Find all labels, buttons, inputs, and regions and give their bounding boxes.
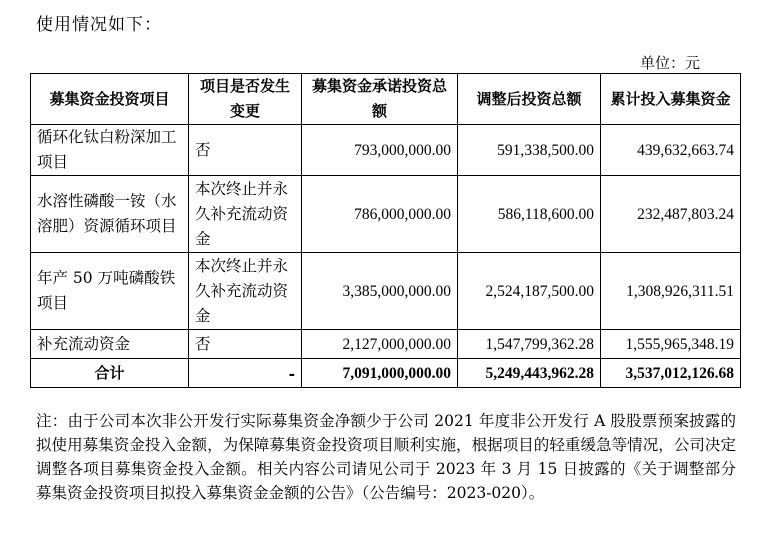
cell-changed: 本次终止并永久补充流动资金 <box>189 176 302 253</box>
total-committed: 7,091,000,000.00 <box>302 359 458 388</box>
header-changed: 项目是否发生变更 <box>189 74 302 125</box>
cell-adjusted: 591,338,500.00 <box>458 125 601 176</box>
cell-changed: 否 <box>189 125 302 176</box>
header-project: 募集资金投资项目 <box>31 74 189 125</box>
table-row <box>31 176 741 253</box>
intro-text: 使用情况如下： <box>36 15 162 35</box>
table-row <box>31 253 741 330</box>
header-committed: 募集资金承诺投资总额 <box>302 74 458 125</box>
fund-usage-table <box>30 73 741 388</box>
cell-changed: 否 <box>189 330 302 359</box>
cell-changed: 本次终止并永久补充流动资金 <box>189 253 302 330</box>
cell-project: 循环化钛白粉深加工项目 <box>31 125 189 176</box>
total-changed: - <box>189 359 302 388</box>
cell-project: 补充流动资金 <box>31 330 189 359</box>
header-cumulative: 累计投入募集资金 <box>601 74 741 125</box>
total-cumulative: 3,537,012,126.68 <box>601 359 741 388</box>
cell-adjusted: 1,547,799,362.28 <box>458 330 601 359</box>
total-label: 合计 <box>31 359 189 388</box>
header-adjusted: 调整后投资总额 <box>458 74 601 125</box>
footnote: 注：由于公司本次非公开发行实际募集资金净额少于公司 2021 年度非公开发行 A 股股票预案披露的拟使用募集资金投入金额，为保障募集资金投资项目顺利实施，根据项目的轻重缓急等情况，公司决定调整各项目募集资金投入金额。相关内容公司请见公司于 2023 年 3 月 15 日披露的《关于调整部分募集资金投资项目拟投入募集资金金额的公告》（公告编号：2023-020）。 <box>36 412 736 502</box>
cell-committed: 2,127,000,000.00 <box>302 330 458 359</box>
cell-committed: 793,000,000.00 <box>302 125 458 176</box>
cell-cumulative: 1,308,926,311.51 <box>601 253 741 330</box>
cell-committed: 786,000,000.00 <box>302 176 458 253</box>
unit-label: 单位：元 <box>640 54 701 72</box>
cell-project: 年产 50 万吨磷酸铁项目 <box>31 253 189 330</box>
total-adjusted: 5,249,443,962.28 <box>458 359 601 388</box>
cell-adjusted: 2,524,187,500.00 <box>458 253 601 330</box>
table-row <box>31 330 741 359</box>
cell-cumulative: 1,555,965,348.19 <box>601 330 741 359</box>
cell-adjusted: 586,118,600.00 <box>458 176 601 253</box>
table-row <box>31 125 741 176</box>
cell-committed: 3,385,000,000.00 <box>302 253 458 330</box>
cell-cumulative: 439,632,663.74 <box>601 125 741 176</box>
cell-project: 水溶性磷酸一铵（水溶肥）资源循环项目 <box>31 176 189 253</box>
table-total-row <box>31 359 741 388</box>
cell-cumulative: 232,487,803.24 <box>601 176 741 253</box>
table-header-row <box>31 74 741 125</box>
